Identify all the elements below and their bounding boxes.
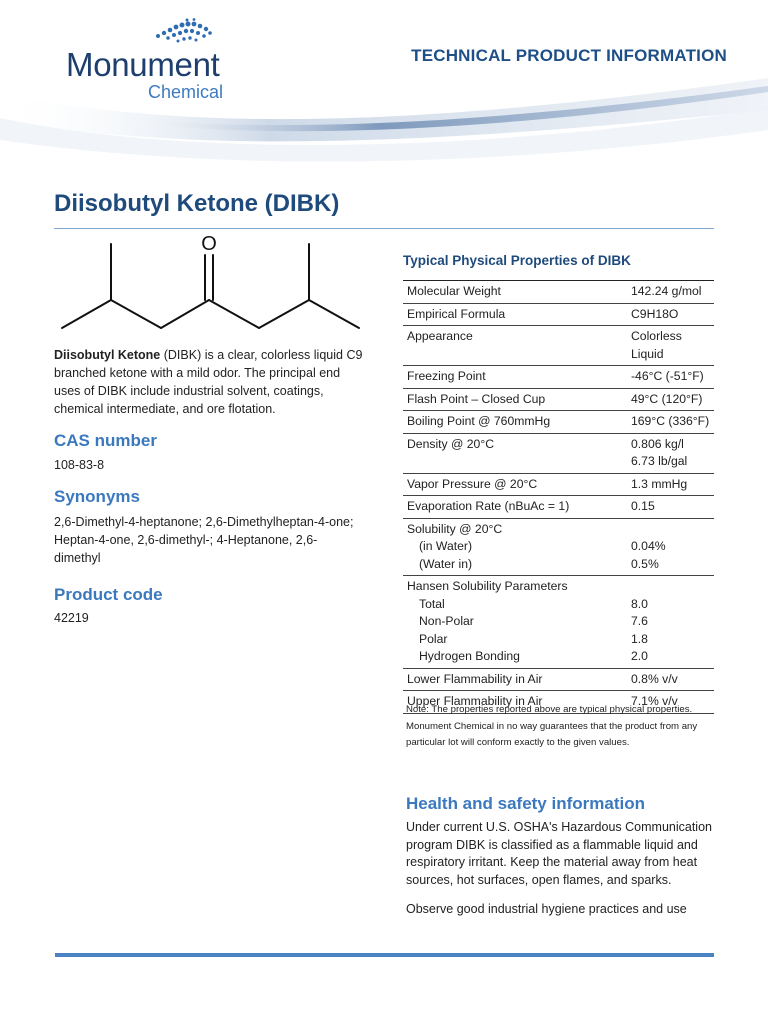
property-value-line: Liquid (631, 346, 664, 361)
property-value-line: 0.04% (631, 539, 666, 553)
property-value-line: 0.5% (631, 556, 659, 571)
property-value (631, 328, 714, 363)
table-row (403, 326, 714, 366)
logo-dots-icon (154, 18, 224, 48)
product-intro (54, 346, 364, 418)
property-name (407, 368, 631, 386)
monument-logo (66, 18, 246, 108)
property-name-line: Vapor Pressure @ 20°C (407, 476, 538, 491)
property-name-line: (Water in) (419, 556, 473, 571)
property-name-line: Molecular Weight (407, 284, 501, 298)
header-title: TECHNICAL PRODUCT INFORMATION (411, 46, 727, 65)
property-name-line: Appearance (407, 329, 473, 343)
property-value (631, 413, 714, 431)
property-value (631, 368, 714, 386)
property-value-line: 7.6 (631, 614, 648, 628)
property-name (407, 328, 631, 363)
footer-divider (55, 953, 714, 957)
property-value-line: 169°C (336°F) (631, 414, 710, 428)
table-row (403, 281, 714, 304)
property-name-line: Hydrogen Bonding (419, 649, 520, 663)
property-name (407, 413, 631, 431)
property-name-line: Lower Flammability in Air (407, 671, 543, 686)
property-name-line: Solubility @ 20°C (407, 521, 503, 536)
table-row (403, 669, 714, 692)
property-value (631, 283, 714, 301)
property-value (631, 391, 714, 409)
logo-subtitle: Chemical (148, 82, 224, 102)
property-name-line: Freezing Point (407, 369, 486, 383)
property-value-line: 0.806 kg/l (631, 436, 684, 451)
product-code-heading: Product code (54, 585, 163, 604)
logo-wordmark: Monument (66, 46, 220, 83)
property-value-line: 0.8% v/v (631, 671, 678, 686)
property-name-line: Non-Polar (419, 614, 474, 628)
properties-table (403, 280, 714, 714)
property-value-line: 142.24 g/mol (631, 284, 702, 298)
property-value-line: C9H18O (631, 306, 679, 321)
synonyms-heading: Synonyms (54, 487, 140, 506)
properties-heading: Typical Physical Properties of DIBK (403, 253, 631, 268)
property-name (407, 391, 631, 409)
property-name-line: Total (419, 596, 445, 611)
table-row (403, 576, 714, 669)
property-name-line (407, 453, 631, 471)
property-name (407, 306, 631, 324)
property-value (631, 436, 714, 471)
properties-note: Note: The properties reported above are typical physical properties. Monument Chemical in no way guarantees that the product from any particular lot will conform exactly to the given values. (406, 704, 698, 748)
property-value-line: 6.73 lb/gal (631, 454, 688, 468)
cas-heading: CAS number (54, 431, 157, 450)
property-value-line: 2.0 (631, 649, 648, 663)
chemical-structure-diagram (54, 228, 374, 338)
property-name-line: (in Water) (419, 539, 473, 553)
property-value-line (631, 521, 714, 539)
property-name (407, 578, 631, 666)
property-name (407, 521, 631, 574)
table-row (403, 389, 714, 412)
table-row (403, 496, 714, 519)
property-name (407, 436, 631, 471)
table-row (403, 411, 714, 434)
property-name-line: Boiling Point @ 760mmHg (407, 414, 551, 428)
property-name (407, 498, 631, 516)
property-value-line: 49°C (120°F) (631, 391, 703, 406)
product-code-value: 42219 (54, 611, 89, 625)
property-value-line: 1.3 mmHg (631, 476, 688, 491)
table-row (403, 304, 714, 327)
property-name-line: Evaporation Rate (nBuAc = 1) (407, 499, 570, 513)
property-value (631, 306, 714, 324)
intro-text: (DIBK) is a clear, colorless liquid C9 branched ketone with a mild odor. The principal end uses of DIBK include industrial solvent, coatings, chemical intermediate, and ore flotation. (54, 348, 363, 416)
property-value (631, 498, 714, 516)
property-value-line: Colorless (631, 329, 682, 343)
health-heading: Health and safety information (406, 794, 645, 813)
health-paragraph-1: Under current U.S. OSHA's Hazardous Communication program DIBK is classified as a flammable liquid and respiratory irritant. Keep the material away from heat sources, hot surfaces, open flames, and sparks. (406, 820, 712, 887)
property-name-line: Empirical Formula (407, 306, 506, 321)
synonyms-value: 2,6-Dimethyl-4-heptanone; 2,6-Dimethylheptan-4-one; Heptan-4-one, 2,6-dimethyl-; 4-Heptanone, 2,6-dimethyl (54, 515, 354, 565)
property-name (407, 283, 631, 301)
property-name (407, 476, 631, 494)
property-value-line: 7.1% v/v (631, 694, 678, 708)
property-value-line: 1.8 (631, 631, 648, 646)
property-name (407, 671, 631, 689)
property-value-line: 0.15 (631, 499, 655, 513)
property-value (631, 671, 714, 689)
oxygen-atom-label: O (201, 233, 217, 255)
property-name-line: Density @ 20°C (407, 436, 495, 451)
cas-value: 108-83-8 (54, 458, 105, 472)
table-row (403, 366, 714, 389)
property-name-line: Hansen Solubility Parameters (407, 579, 568, 593)
property-name-line: Polar (419, 631, 448, 646)
property-value-line: 8.0 (631, 596, 648, 611)
table-row (403, 519, 714, 577)
table-row (403, 434, 714, 474)
intro-product-name: Diisobutyl Ketone (54, 348, 161, 362)
property-value (631, 521, 714, 574)
property-value (631, 476, 714, 494)
property-value-line: -46°C (-51°F) (631, 369, 704, 383)
page-header (0, 0, 768, 170)
health-paragraph-2: Observe good industrial hygiene practices and use (406, 902, 687, 916)
property-name-line (407, 346, 631, 364)
table-row (403, 474, 714, 497)
property-name-line: Upper Flammability in Air (407, 694, 543, 708)
property-value (631, 578, 714, 666)
property-value-line (631, 578, 714, 596)
page-title: Diisobutyl Ketone (DIBK) (54, 190, 340, 217)
property-name-line: Flash Point – Closed Cup (407, 391, 546, 406)
